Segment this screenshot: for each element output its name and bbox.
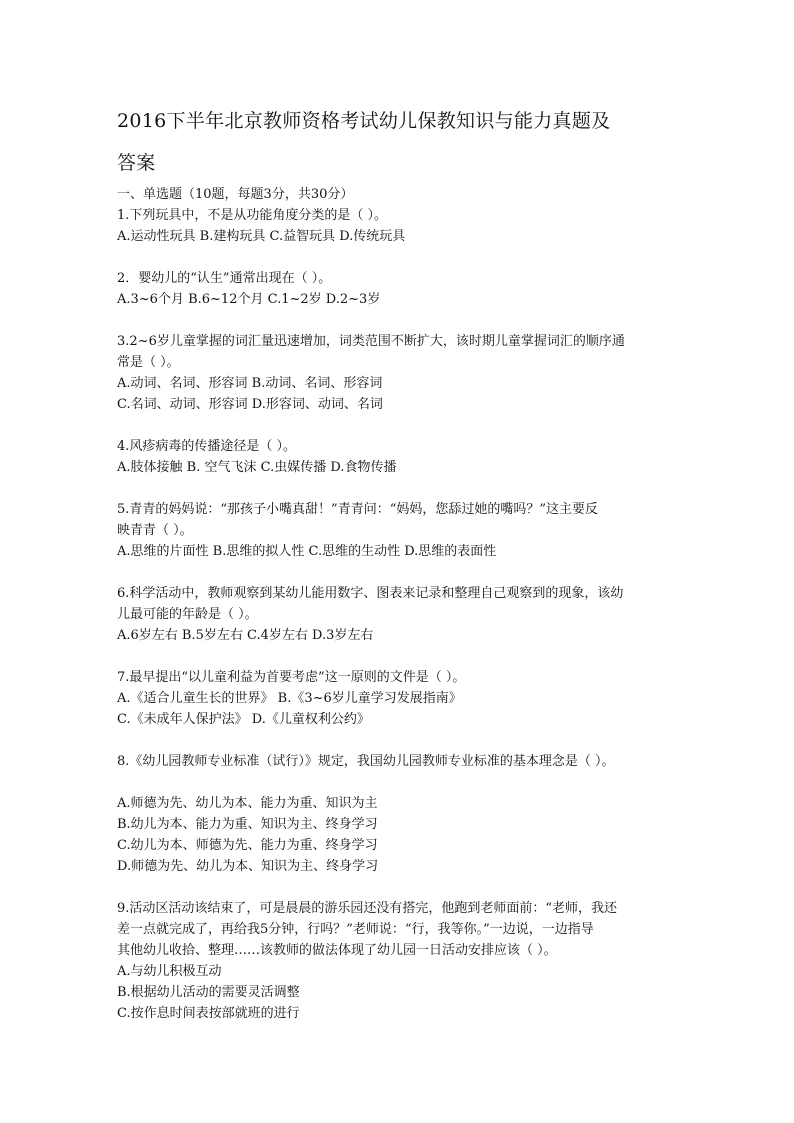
question-options-line: A.《适合儿童生长的世界》 B.《3~6岁儿童学习发展指南》 xyxy=(117,691,462,706)
question-options-line: C.按作息时间表按部就班的进行 xyxy=(117,1006,300,1021)
question-8 xyxy=(117,751,687,877)
question-spacer xyxy=(117,415,687,436)
question-stem-line: 儿最可能的年龄是（ ）。 xyxy=(117,607,258,622)
section-heading: 一、单选题（10题，每题3分，共30分） xyxy=(117,187,354,202)
question-spacer xyxy=(117,562,687,583)
question-stem-line: 7.最早提出“以儿童利益为首要考虑”这一原则的文件是（ ）。 xyxy=(117,670,466,685)
question-options-line: A.运动性玩具 B.建构玩具 C.益智玩具 D.传统玩具 xyxy=(117,229,406,244)
document-page xyxy=(117,100,687,1024)
question-spacer xyxy=(117,478,687,499)
question-stem-line xyxy=(117,772,687,793)
question-stem-line: 3.2~6岁儿童掌握的词汇量迅速增加，词类范围不断扩大，该时期儿童掌握词汇的顺序通 xyxy=(117,334,625,349)
question-stem-line: 常是（ ）。 xyxy=(117,355,180,370)
question-options-line: B.幼儿为本、能力为重、知识为主、终身学习 xyxy=(117,817,378,832)
question-options-line: D.师德为先、幼儿为本、知识为主、终身学习 xyxy=(117,859,379,874)
title-line-1: 2016下半年北京教师资格考试幼儿保教知识与能力真题及 xyxy=(117,110,611,132)
question-3 xyxy=(117,331,687,415)
question-options-line: A.师德为先、幼儿为本、能力为重、知识为主 xyxy=(117,796,378,811)
question-stem-line: 2．婴幼儿的“认生”通常出现在（ ）。 xyxy=(117,271,332,286)
question-options-line: A.肢体接触 B. 空气飞沫 C.虫媒传播 D.食物传播 xyxy=(117,460,397,475)
question-options-line: B.根据幼儿活动的需要灵活调整 xyxy=(117,985,300,1000)
question-list xyxy=(117,205,687,1024)
question-spacer xyxy=(117,310,687,331)
question-stem-line: 4.风疹病毒的传播途径是（ ）。 xyxy=(117,439,297,454)
question-spacer xyxy=(117,247,687,268)
question-stem-line: 8.《幼儿园教师专业标准（试行）》规定，我国幼儿园教师专业标准的基本理念是（ ）。 xyxy=(117,754,615,769)
question-options-line: C.幼儿为本、师德为先、能力为重、终身学习 xyxy=(117,838,378,853)
question-spacer xyxy=(117,877,687,898)
question-options-line: A.6岁左右 B.5岁左右 C.4岁左右 D.3岁左右 xyxy=(117,628,374,643)
question-1 xyxy=(117,205,687,247)
question-stem-line: 9.活动区活动该结束了，可是晨晨的游乐园还没有搭完，他跑到老师面前：“老师，我还 xyxy=(117,901,618,916)
question-options-line: A.动词、名词、形容词 B.动词、名词、形容词 xyxy=(117,376,383,391)
question-2 xyxy=(117,268,687,310)
question-4 xyxy=(117,436,687,478)
document-title xyxy=(117,100,687,184)
question-options-line: A.3~6个月 B.6~12个月 C.1~2岁 D.2~3岁 xyxy=(117,292,381,307)
question-stem-line: 1.下列玩具中，不是从功能角度分类的是（ ）。 xyxy=(117,208,388,223)
question-stem-line: 差一点就完成了，再给我5分钟，行吗？”老师说：“行，我等你。”一边说，一边指导 xyxy=(117,922,594,937)
question-options-line: C.《未成年人保护法》 D.《儿童权利公约》 xyxy=(117,712,370,727)
question-stem-line: 6.科学活动中，教师观察到某幼儿能用数字、图表来记录和整理自己观察到的现象，该幼 xyxy=(117,586,624,601)
question-stem-line: 映青青（ ）。 xyxy=(117,523,193,538)
question-stem-line: 其他幼儿收拾、整理……该教师的做法体现了幼儿园一日活动安排应该（ ）。 xyxy=(117,943,557,958)
question-spacer xyxy=(117,730,687,751)
question-6 xyxy=(117,583,687,646)
question-stem-line: 5.青青的妈妈说：“那孩子小嘴真甜！”青青问：“妈妈，您舔过她的嘴吗？”这主要反 xyxy=(117,502,598,517)
question-spacer xyxy=(117,646,687,667)
title-line-2: 答案 xyxy=(117,152,156,174)
question-5 xyxy=(117,499,687,562)
question-options-line: A.与幼儿积极互动 xyxy=(117,964,222,979)
question-7 xyxy=(117,667,687,730)
question-9 xyxy=(117,898,687,1024)
question-options-line: C.名词、动词、形容词 D.形容词、动词、名词 xyxy=(117,397,383,412)
question-options-line: A.思维的片面性 B.思维的拟人性 C.思维的生动性 D.思维的表面性 xyxy=(117,544,497,559)
